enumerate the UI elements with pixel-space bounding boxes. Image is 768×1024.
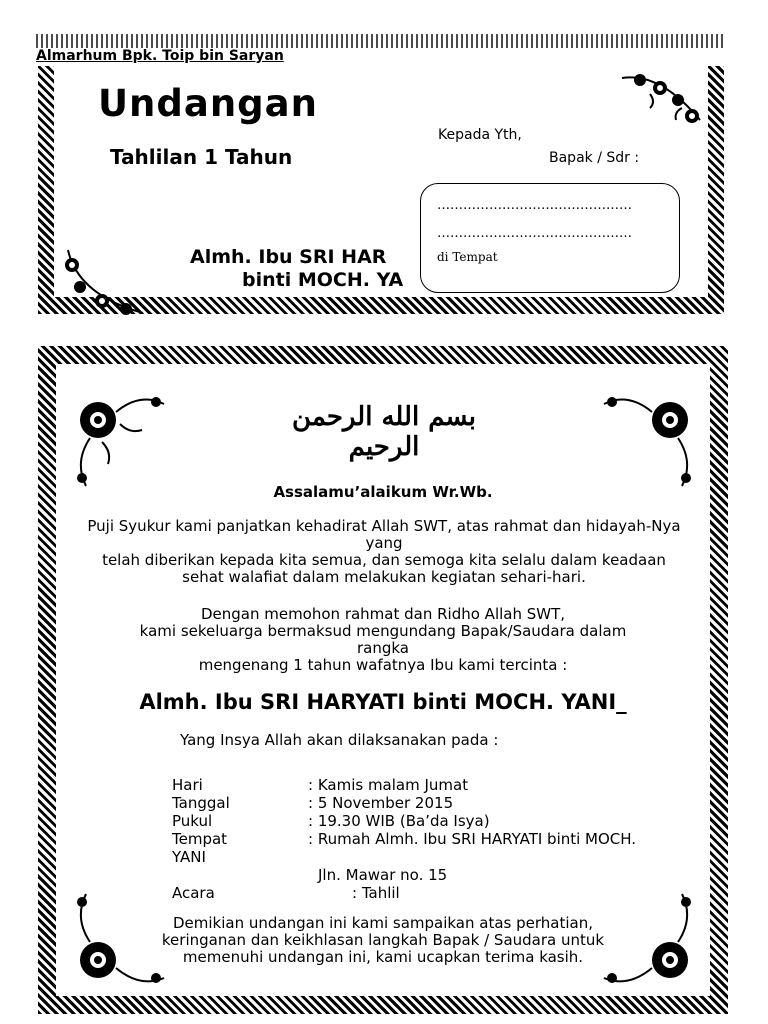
basmalah-calligraphy: بسم الله الرحمن الرحيم [292,402,476,462]
closing-line1: Demikian undangan ini kami sampaikan atas perhatian, [173,914,593,932]
paragraph-2-line2: kami sekeluarga bermaksud mengundang Bapak/Saudara dalam [139,622,627,640]
greeting: Assalamu’alaikum Wr.Wb. [273,483,493,501]
detail-address: Jln. Mawar no. 15 [318,866,448,884]
floral-ornament-icon [598,382,708,492]
floral-ornament-icon [620,70,706,140]
detail-label-pukul: Pukul [172,812,213,830]
recipient-label: Bapak / Sdr : [549,150,640,166]
paragraph-2-line3: rangka [356,639,409,657]
paragraph-1-line1: Puji Syukur kami panjatkan kehadirat Allah SWT, atas rahmat dan hidayah-Nya [87,517,681,535]
paragraph-1 [36,518,732,586]
cut-header-scribble [36,34,726,48]
detail-value-hari: : Kamis malam Jumat [308,776,469,794]
address-box [420,183,680,293]
detail-value-tempat: : Rumah Almh. Ibu SRI HARYATI binti MOCH. [308,830,637,848]
floral-ornament-icon [60,382,170,492]
cut-header-text: Almarhum Bpk. Toip bin Saryan [36,48,284,64]
closing-paragraph [56,915,710,966]
closing-line3: memenuhi undangan ini, kami ucapkan terima kasih. [182,948,584,966]
card-subtitle: Tahlilan 1 Tahun [110,145,293,169]
address-dots-1: ……………………………………… [437,198,632,213]
deceased-name: Almh. Ibu SRI HARYATI binti MOCH. YANI_ [139,690,627,714]
address-dots-2: ……………………………………… [437,226,632,241]
card-title: Undangan [98,82,318,125]
floral-ornament-icon [58,245,148,320]
address-place: di Tempat [437,250,498,264]
to-label: Kepada Yth, [438,127,522,143]
top-name-line1: Almh. Ibu SRI HAR [190,246,387,268]
paragraph-1-line2: yang [365,534,403,552]
detail-tempat-continued: YANI [172,848,206,866]
detail-label-tempat: Tempat [172,830,228,848]
paragraph-2-line4: mengenang 1 tahun wafatnya Ibu kami tercinta : [198,656,568,674]
detail-value-acara: : Tahlil [352,884,400,902]
detail-label-tanggal: Tanggal [172,794,230,812]
detail-value-pukul: : 19.30 WIB (Ba’da Isya) [308,812,490,830]
paragraph-1-line3: telah diberikan kepada kita semua, dan semoga kita selalu dalam keadaan [102,551,666,569]
closing-line2: keringanan dan keikhlasan langkah Bapak / Saudara untuk [161,931,605,949]
detail-label-hari: Hari [172,776,203,794]
top-name-line2: binti MOCH. YA [242,269,404,291]
top-card-cut-header [36,34,726,66]
paragraph-2 [56,606,710,674]
detail-value-tanggal: : 5 November 2015 [308,794,454,812]
event-intro: Yang Insya Allah akan dilaksanakan pada : [180,731,499,749]
paragraph-1-line4: sehat walafiat dalam melakukan kegiatan sehari-hari. [182,568,586,586]
paragraph-2-line1: Dengan memohon rahmat dan Ridho Allah SWT, [200,605,566,623]
detail-label-acara: Acara [172,884,215,902]
